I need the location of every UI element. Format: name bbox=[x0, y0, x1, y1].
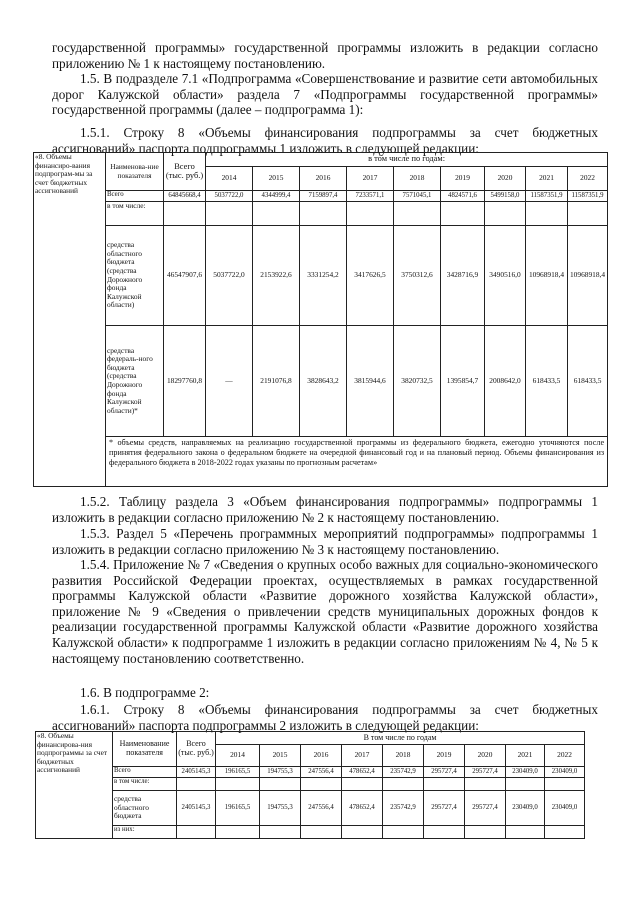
table2-row-label: «8. Объемы финансирова-ния подпрограммы за счет бюджетных ассигнований bbox=[36, 732, 113, 839]
paragraph-1-5: 1.5. В подразделе 7.1 «Подпрограмма «Совершенствование и развитие сети автомобильных дорог Калужской области» раздела 7 «Подпрограммы государственной программы» государственной программы (далее – подпрограмма 1): bbox=[52, 71, 598, 118]
table1-cell: 5037722,0 bbox=[206, 191, 253, 202]
table1-year: 2021 bbox=[526, 167, 568, 191]
table1-footnote: * объемы средств, направляемых на реализацию государственной программы из федерального бюджета, ежегодно уточняются после принятия федерального закона о федеральном бюджете на очередной финансовый год и на плановый период. Объемы финансирования из федерального бюджета в 2018-2022 годах указаны по прогнозным расчетам» bbox=[106, 437, 608, 487]
table1-cell: — bbox=[206, 326, 253, 437]
table2-cell-total: 2405145,3 bbox=[177, 791, 216, 826]
table1-year: 2022 bbox=[568, 167, 608, 191]
table2-cell: 194755,3 bbox=[260, 767, 301, 778]
table1-cell: 2191076,8 bbox=[253, 326, 300, 437]
table1-year: 2017 bbox=[347, 167, 394, 191]
table2-cell: 295727,4 bbox=[424, 791, 465, 826]
paragraph-1-5-1: 1.5.1. Строку 8 «Объемы финансирования подпрограммы за счет бюджетных ассигнований» паспорта подпрограммы 1 изложить в следующей редакции: bbox=[52, 125, 598, 156]
table1-cell: 618433,5 bbox=[568, 326, 608, 437]
table2-cell: 478652,4 bbox=[342, 791, 383, 826]
table1-cell: 5499158,0 bbox=[485, 191, 526, 202]
table2-cell: 230409,0 bbox=[506, 791, 545, 826]
table1-cell-total: 64845668,4 bbox=[164, 191, 206, 202]
table1-cell: 4824571,6 bbox=[441, 191, 485, 202]
table1-year: 2016 bbox=[300, 167, 347, 191]
table1-cell-total: 18297760,8 bbox=[164, 326, 206, 437]
table2-row-name: средства областного бюджета bbox=[113, 791, 177, 826]
table2-cell: 295727,4 bbox=[465, 767, 506, 778]
table1-cell-total: 46547907,6 bbox=[164, 226, 206, 326]
table2-cell-total: 2405145,3 bbox=[177, 767, 216, 778]
table2-cell: 194755,3 bbox=[260, 791, 301, 826]
table1-cell: 3490516,0 bbox=[485, 226, 526, 326]
table2-year: 2016 bbox=[301, 745, 342, 767]
table2-year: 2015 bbox=[260, 745, 301, 767]
table1-year: 2014 bbox=[206, 167, 253, 191]
table1-cell: 1395854,7 bbox=[441, 326, 485, 437]
table1-cell: 7233571,1 bbox=[347, 191, 394, 202]
table1-cell: 3417626,5 bbox=[347, 226, 394, 326]
table2-cell: 196165,5 bbox=[216, 767, 260, 778]
table1-cell: 7159897,4 bbox=[300, 191, 347, 202]
table2-col-total-header: Всего (тыс. руб.) bbox=[177, 732, 216, 767]
table1-cell: 3828643,2 bbox=[300, 326, 347, 437]
table1-cell: 7571045,1 bbox=[394, 191, 441, 202]
table2-row-name: Всего bbox=[113, 767, 177, 778]
paragraph-1-6: 1.6. В подпрограмме 2: bbox=[80, 685, 210, 700]
table2-cell: 230409,0 bbox=[545, 767, 585, 778]
financing-table-subprogram-1 bbox=[33, 152, 608, 487]
table1-cell: 10968918,4 bbox=[568, 226, 608, 326]
financing-table-subprogram-2 bbox=[35, 731, 585, 839]
table2-row-name: из них: bbox=[113, 826, 177, 839]
table2-cell: 247556,4 bbox=[301, 791, 342, 826]
table1-cell: 3815944,6 bbox=[347, 326, 394, 437]
table1-cell: 11587351,9 bbox=[526, 191, 568, 202]
table2-cell: 247556,4 bbox=[301, 767, 342, 778]
table1-row-name: в том числе: bbox=[106, 202, 164, 226]
table2-year: 2018 bbox=[383, 745, 424, 767]
table1-cell: 618433,5 bbox=[526, 326, 568, 437]
table1-cell: 2153922,6 bbox=[253, 226, 300, 326]
table1-year: 2019 bbox=[441, 167, 485, 191]
table2-cell: 295727,4 bbox=[465, 791, 506, 826]
table2-cell: 235742,9 bbox=[383, 767, 424, 778]
paragraph-intro-end: государственной программы» государственной программы изложить в редакции согласно приложению № 1 к настоящему постановлению. bbox=[52, 40, 598, 71]
table1-row-name: средства областного бюджета (средства Дорожного фонда Калужской области) bbox=[106, 226, 164, 326]
table2-year: 2014 bbox=[216, 745, 260, 767]
table2-cell: 230409,0 bbox=[545, 791, 585, 826]
table2-row-name: в том числе: bbox=[113, 778, 177, 791]
table2-year: 2020 bbox=[465, 745, 506, 767]
table1-year: 2015 bbox=[253, 167, 300, 191]
table1-row-label: «8. Объемы финансиро-вания подпрограм-мы за счет бюджетных ассигнований bbox=[34, 153, 106, 487]
table2-col-name-header: Наименование показателя bbox=[113, 732, 177, 767]
table2-cell: 196165,5 bbox=[216, 791, 260, 826]
table1-row-name: Всего bbox=[106, 191, 164, 202]
table1-cell: 5037722,0 bbox=[206, 226, 253, 326]
table1-col-total-header: Всего (тыс. руб.) bbox=[164, 153, 206, 191]
table2-year: 2019 bbox=[424, 745, 465, 767]
table1-cell: 11587351,9 bbox=[568, 191, 608, 202]
paragraph-1-5-4: 1.5.4. Приложение № 7 «Сведения о крупных особо важных для социально-экономического развития Российской Федерации проектах, осуществляемых в рамках государственной программы Калужской области «Развитие дорожного хозяйства Калужской области», приложение № 9 «Сведения о привлечении средств муниципальных дорожных фондов к реализации государственной программы Калужской области «Развитие дорожного хозяйства Калужской области» к подпрограмме 1 изложить в редакции согласно приложениям № 4, № 5 к настоящему постановлению соответственно. bbox=[52, 557, 598, 666]
table1-cell: 4344999,4 bbox=[253, 191, 300, 202]
table2-cell: 230409,0 bbox=[506, 767, 545, 778]
table1-year: 2018 bbox=[394, 167, 441, 191]
paragraph-1-6-1: 1.6.1. Строку 8 «Объемы финансирования подпрограммы за счет бюджетных ассигнований» паспорта подпрограммы 2 изложить в следующей редакции: bbox=[52, 702, 598, 733]
paragraph-1-5-2: 1.5.2. Таблицу раздела 3 «Объем финансирования подпрограммы» подпрограммы 1 изложить в редакции согласно приложению № 2 к настоящему постановлению. bbox=[52, 494, 598, 525]
table1-row-name: средства федераль-ного бюджета (средства Дорожного фонда Калужской области)* bbox=[106, 326, 164, 437]
table2-cell: 295727,4 bbox=[424, 767, 465, 778]
table2-years-header: В том числе по годам bbox=[216, 732, 585, 745]
table1-col-name-header: Наименова-ние показателя bbox=[106, 153, 164, 191]
table2-year: 2021 bbox=[506, 745, 545, 767]
table1-year: 2020 bbox=[485, 167, 526, 191]
table1-cell: 3750312,6 bbox=[394, 226, 441, 326]
table2-year: 2022 bbox=[545, 745, 585, 767]
table2-cell: 478652,4 bbox=[342, 767, 383, 778]
table1-years-header: в том числе по годам: bbox=[206, 153, 608, 167]
table1-cell: 3428716,9 bbox=[441, 226, 485, 326]
paragraph-1-5-3: 1.5.3. Раздел 5 «Перечень программных мероприятий подпрограммы» подпрограммы 1 изложить в редакции согласно приложению № 3 к настоящему постановлению. bbox=[52, 526, 598, 557]
table1-cell: 3331254,2 bbox=[300, 226, 347, 326]
table1-cell: 10968918,4 bbox=[526, 226, 568, 326]
table2-year: 2017 bbox=[342, 745, 383, 767]
table1-cell: 3820732,5 bbox=[394, 326, 441, 437]
table2-cell: 235742,9 bbox=[383, 791, 424, 826]
table1-cell: 2008642,0 bbox=[485, 326, 526, 437]
